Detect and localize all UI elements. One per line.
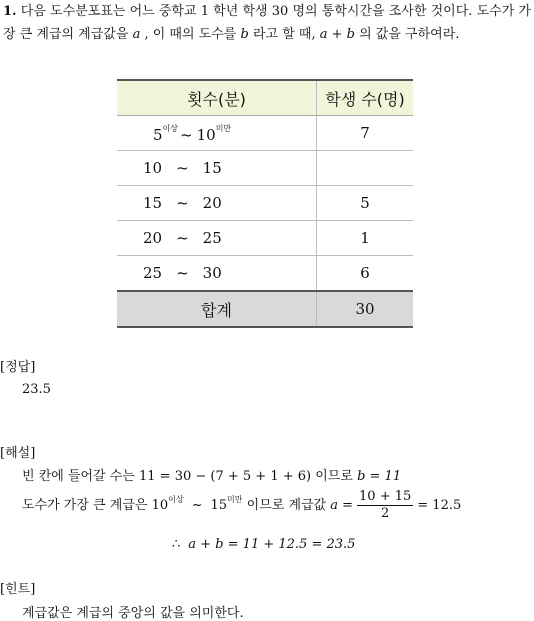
line1-text: 빈 칸에 들어갈 수는 (22, 469, 139, 484)
problem-text-2: , 이 때의 도수를 (140, 26, 241, 42)
interval-from: 25 (143, 264, 163, 282)
var-a: a (132, 26, 141, 42)
frequency-value: 7 (317, 116, 414, 151)
problem-text-1: 다음 도수분포표는 어느 중학교 1 학년 학생 30 명의 통학시간을 조사한 것이다. 도수가 가장 큰 계급의 계급값을 (3, 4, 531, 42)
header-time: 횟수(분) (117, 80, 317, 116)
table-row (117, 186, 413, 221)
class-interval (117, 221, 317, 256)
table-row (117, 221, 413, 256)
interval-from: 10 (143, 159, 163, 177)
class-interval (117, 151, 317, 186)
problem-text-3: 라고 할 때, (248, 26, 320, 42)
answer-value: 23.5 (22, 382, 51, 397)
tilde: ~ (176, 229, 189, 247)
interval-from: 20 (143, 229, 163, 247)
answer-label: [정답] (0, 360, 36, 375)
explanation-line-2 (22, 482, 461, 522)
line1-mid: 이므로 (311, 469, 358, 484)
problem-statement (3, 1, 531, 46)
tilde: ~ (180, 125, 193, 144)
tilde: ~ (176, 264, 189, 282)
frequency-value-blank (317, 151, 414, 186)
line2-from: 10 (151, 498, 169, 513)
interval-to: 20 (202, 194, 222, 212)
interval-to: 15 (202, 159, 222, 177)
total-value: 30 (317, 291, 414, 327)
line1-math2: b = 11 (357, 469, 402, 484)
interval-to: 30 (202, 264, 222, 282)
total-label: 합계 (117, 291, 317, 327)
table-total-row (117, 291, 413, 327)
interval-to: 10 (196, 125, 216, 144)
header-students: 학생 수(명) (317, 80, 414, 116)
table-row (117, 116, 413, 151)
interval-from: 15 (143, 194, 163, 212)
line2-tilde: ~ (191, 498, 203, 513)
line2-from-sup: 이상 (168, 495, 184, 504)
therefore-symbol: ∴ (172, 537, 181, 552)
explanation-label: [해설] (0, 446, 36, 461)
frequency-value: 6 (317, 256, 414, 292)
tilde: ~ (176, 159, 189, 177)
class-interval (117, 256, 317, 292)
problem-text-4: 의 값을 구하여라. (354, 26, 460, 42)
frequency-value: 5 (317, 186, 414, 221)
line1-math: 11 = 30 − (7 + 5 + 1 + 6) (139, 469, 312, 484)
tilde: ~ (176, 194, 189, 212)
line2-to: 15 (210, 498, 228, 513)
frequency-value: 1 (317, 221, 414, 256)
line2-mid: 이므로 계급값 (242, 498, 331, 513)
explanation-line-3 (172, 537, 355, 552)
line2-text: 도수가 가장 큰 계급은 (22, 498, 152, 513)
fraction (357, 489, 413, 522)
expr-a-plus-b: a + b (319, 26, 355, 42)
var-b: b (240, 26, 249, 42)
from-sup: 이상 (162, 123, 179, 133)
line2-rhs: = 12.5 (417, 498, 462, 513)
table-header-row (117, 80, 413, 116)
table-row (117, 151, 413, 186)
to-sup: 미만 (215, 123, 232, 133)
frequency-table (117, 79, 413, 328)
interval-from: 5 (153, 125, 163, 144)
line2-to-sup: 미만 (227, 495, 243, 504)
interval-to: 25 (202, 229, 222, 247)
hint-label: [힌트] (0, 582, 36, 597)
class-interval (117, 186, 317, 221)
fraction-denominator: 2 (381, 506, 390, 521)
line2-lhs: a = (330, 498, 354, 513)
problem-number: 1. (3, 4, 17, 19)
line3-math: a + b = 11 + 12.5 = 23.5 (188, 537, 356, 552)
fraction-numerator: 10 + 15 (359, 489, 412, 504)
table-row (117, 256, 413, 292)
class-interval (117, 116, 317, 151)
hint-text: 계급값은 계급의 중앙의 값을 의미한다. (22, 606, 244, 621)
